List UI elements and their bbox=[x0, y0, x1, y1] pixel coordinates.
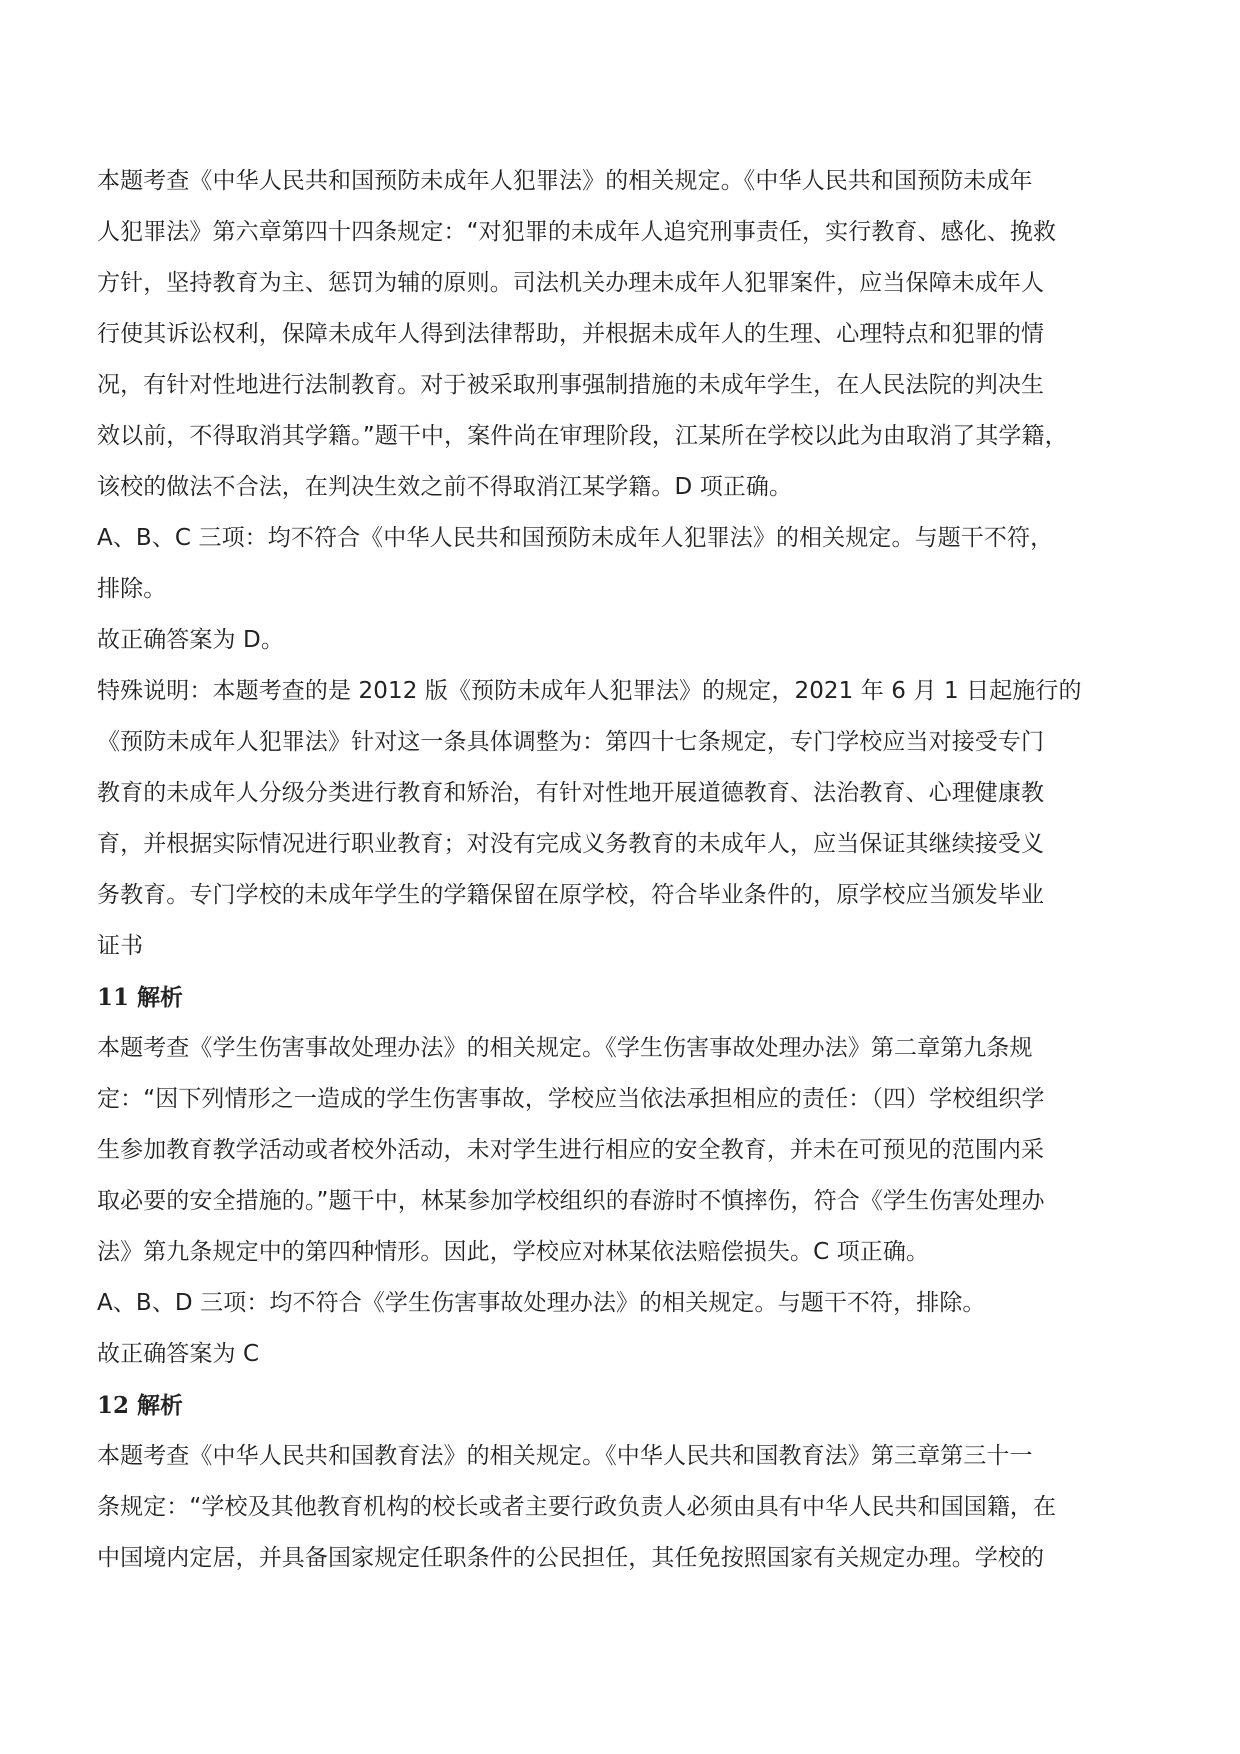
text-line: 生参加教育教学活动或者校外活动，未对学生进行相应的安全教育，并未在可预见的范围内采 bbox=[97, 1137, 1045, 1163]
text-line: 本题考查《中华人民共和国教育法》的相关规定。《中华人民共和国教育法》第三章第三十一 bbox=[97, 1443, 1033, 1469]
special-note-paragraph bbox=[97, 666, 1240, 972]
text-line: A、B、D 三项：均不符合《学生伤害事故处理办法》的相关规定。与题干不符，排除。 bbox=[97, 1290, 986, 1316]
text-line: 排除。 bbox=[97, 576, 167, 602]
text-line: 本题考查《学生伤害事故处理办法》的相关规定。《学生伤害事故处理办法》第二章第九条规 bbox=[97, 1035, 1033, 1061]
text-line: A、B、C 三项：均不符合《中华人民共和国预防未成年人犯罪法》的相关规定。与题干不符， bbox=[97, 525, 1054, 551]
text-line: 本题考查《中华人民共和国预防未成年人犯罪法》的相关规定。《中华人民共和国预防未成年 bbox=[97, 168, 1033, 194]
text-line: 效以前，不得取消其学籍。”题干中，案件尚在审理阶段，江某所在学校以此为由取消了其学籍， bbox=[97, 423, 1068, 449]
text-line: 条规定：“学校及其他教育机构的校长或者主要行政负责人必须由具有中华人民共和国国籍，在 bbox=[97, 1494, 1057, 1520]
paragraph bbox=[97, 1023, 1240, 1278]
text-line: 教育的未成年人分级分类进行教育和矫治，有针对性地开展道德教育、法治教育、心理健康教 bbox=[97, 780, 1045, 806]
text-line: 人犯罪法》第六章第四十四条规定：“对犯罪的未成年人追究刑事责任，实行教育、感化、挽救 bbox=[97, 219, 1057, 245]
answer-paragraph bbox=[97, 1329, 1240, 1380]
analysis-section-11 bbox=[97, 972, 1240, 1380]
text-line: 故正确答案为 C bbox=[97, 1341, 260, 1367]
text-line: 定：“因下列情形之一造成的学生伤害事故，学校应当依法承担相应的责任：（四）学校组织学 bbox=[97, 1086, 1045, 1112]
analysis-section-10 bbox=[97, 156, 1240, 972]
paragraph bbox=[97, 1278, 1240, 1329]
paragraph bbox=[97, 513, 1240, 615]
text-line: 方针，坚持教育为主、惩罚为辅的原则。司法机关办理未成年人犯罪案件，应当保障未成年人 bbox=[97, 270, 1045, 296]
text-line: 证书 bbox=[97, 933, 144, 959]
text-line: 育，并根据实际情况进行职业教育；对没有完成义务教育的未成年人，应当保证其继续接受义 bbox=[97, 831, 1045, 857]
text-line: 取必要的安全措施的。”题干中，林某参加学校组织的春游时不慎摔伤，符合《学生伤害处理办 bbox=[97, 1188, 1045, 1214]
text-line: 务教育。专门学校的未成年学生的学籍保留在原学校，符合毕业条件的，原学校应当颁发毕业 bbox=[97, 882, 1045, 908]
paragraph bbox=[97, 156, 1240, 513]
text-line: 特殊说明：本题考查的是 2012 版《预防未成年人犯罪法》的规定，2021 年 6 月 1 日起施行的 bbox=[97, 678, 1082, 704]
text-line: 故正确答案为 D。 bbox=[97, 627, 284, 653]
text-line: 中国境内定居，并具备国家规定任职条件的公民担任，其任免按照国家有关规定办理。学校的 bbox=[97, 1545, 1045, 1571]
answer-paragraph bbox=[97, 615, 1240, 666]
text-line: 况，有针对性地进行法制教育。对于被采取刑事强制措施的未成年学生，在人民法院的判决生 bbox=[97, 372, 1045, 398]
paragraph bbox=[97, 1431, 1240, 1584]
text-line: 该校的做法不合法，在判决生效之前不得取消江某学籍。D 项正确。 bbox=[97, 474, 793, 500]
text-line: 法》第九条规定中的第四种情形。因此，学校应对林某依法赔偿损失。C 项正确。 bbox=[97, 1239, 930, 1265]
text-line: 行使其诉讼权利，保障未成年人得到法律帮助，并根据未成年人的生理、心理特点和犯罪的情 bbox=[97, 321, 1045, 347]
text-line: 《预防未成年人犯罪法》针对这一条具体调整为：第四十七条规定，专门学校应当对接受专门 bbox=[97, 729, 1045, 755]
section-heading: 12 解析 bbox=[97, 1392, 184, 1419]
analysis-section-12 bbox=[97, 1380, 1240, 1584]
section-heading: 11 解析 bbox=[97, 984, 184, 1011]
